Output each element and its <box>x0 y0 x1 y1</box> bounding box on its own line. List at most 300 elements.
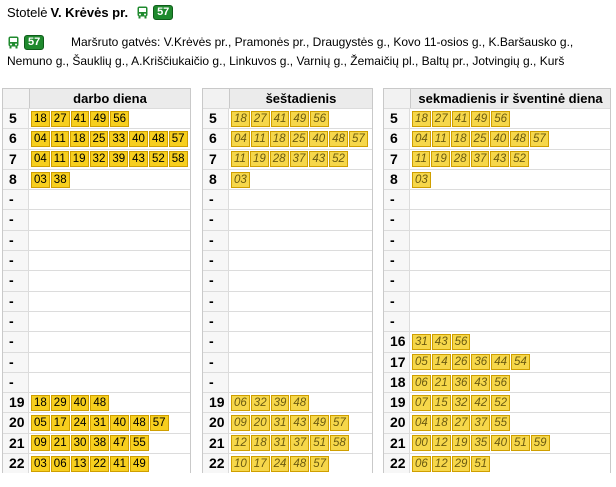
departure-minute[interactable]: 49 <box>471 111 490 127</box>
departure-minute[interactable]: 28 <box>270 151 289 167</box>
route-info <box>7 34 616 70</box>
departure-minute[interactable]: 18 <box>31 395 50 411</box>
departure-minute[interactable]: 51 <box>471 456 490 472</box>
departure-minute[interactable]: 05 <box>31 415 50 431</box>
timetable-row <box>384 291 610 311</box>
hour-header-cell <box>203 89 230 108</box>
timetable-row <box>203 209 372 229</box>
departure-minute[interactable]: 56 <box>491 111 510 127</box>
departure-minute[interactable]: 49 <box>130 456 149 472</box>
departure-minute[interactable]: 43 <box>129 151 148 167</box>
hour-cell: - <box>384 292 410 311</box>
departure-minute[interactable]: 37 <box>290 151 309 167</box>
timetable-row <box>203 108 372 128</box>
departure-minute[interactable]: 19 <box>431 151 450 167</box>
departure-minute[interactable]: 54 <box>511 354 530 370</box>
departure-minute[interactable]: 52 <box>510 151 529 167</box>
minutes-cell <box>29 454 150 473</box>
timetable-row <box>3 412 190 432</box>
minutes-cell <box>229 353 231 372</box>
departure-minute[interactable]: 31 <box>271 435 290 451</box>
departure-minute[interactable]: 12 <box>432 456 451 472</box>
departure-minute[interactable]: 12 <box>432 435 451 451</box>
departure-minute[interactable]: 19 <box>70 151 89 167</box>
departure-minute[interactable]: 37 <box>471 151 490 167</box>
departure-minute[interactable]: 40 <box>110 415 129 431</box>
departure-minute[interactable]: 48 <box>149 131 168 147</box>
departure-minute[interactable]: 44 <box>491 354 510 370</box>
departure-minute[interactable]: 58 <box>330 435 349 451</box>
departure-minute[interactable]: 43 <box>471 375 490 391</box>
departure-minute[interactable]: 25 <box>90 131 109 147</box>
departure-minute[interactable]: 11 <box>412 151 430 167</box>
hour-header-cell <box>384 89 411 108</box>
departure-minute[interactable]: 31 <box>412 334 431 350</box>
minutes-cell <box>410 251 412 270</box>
departure-minute[interactable]: 24 <box>71 415 90 431</box>
departure-minute[interactable]: 41 <box>110 456 129 472</box>
hour-cell: - <box>384 231 410 250</box>
departure-minute[interactable]: 28 <box>451 151 470 167</box>
departure-minute[interactable]: 11 <box>251 131 269 147</box>
hour-cell: 20 <box>384 413 410 432</box>
minutes-cell <box>410 109 511 128</box>
timetable-row <box>3 169 190 189</box>
minutes-cell <box>29 312 31 331</box>
departure-minute[interactable]: 13 <box>71 456 90 472</box>
minutes-cell <box>410 434 551 453</box>
minutes-cell <box>410 190 412 209</box>
departure-minute[interactable]: 52 <box>329 151 348 167</box>
timetable-row <box>3 372 190 392</box>
timetable-row <box>203 331 372 351</box>
departure-minute[interactable]: 38 <box>90 435 109 451</box>
departure-minute[interactable]: 55 <box>491 415 510 431</box>
minutes-cell <box>229 129 369 148</box>
hour-cell: - <box>203 353 229 372</box>
hour-cell: 7 <box>203 150 229 169</box>
departure-minute[interactable]: 56 <box>110 111 129 127</box>
departure-minute[interactable]: 40 <box>309 131 328 147</box>
minutes-cell <box>410 292 412 311</box>
departure-minute[interactable]: 27 <box>251 111 270 127</box>
hour-cell: - <box>3 292 29 311</box>
timetable-row <box>3 128 190 148</box>
departure-minute[interactable]: 18 <box>432 415 451 431</box>
departure-minute[interactable]: 11 <box>51 151 69 167</box>
column-title: šeštadienis <box>230 89 372 108</box>
timetable-row <box>203 372 372 392</box>
minutes-cell <box>29 210 31 229</box>
hour-cell: - <box>3 251 29 270</box>
departure-minute[interactable]: 21 <box>51 435 70 451</box>
departure-minute[interactable]: 30 <box>71 435 90 451</box>
departure-minute[interactable]: 32 <box>251 395 270 411</box>
timetable-row <box>384 169 610 189</box>
departure-minute[interactable]: 48 <box>290 456 309 472</box>
timetable-row <box>3 433 190 453</box>
departure-minute[interactable]: 31 <box>90 415 109 431</box>
hour-cell: - <box>3 353 29 372</box>
hour-cell: - <box>203 231 229 250</box>
hour-cell: 8 <box>203 170 229 189</box>
departure-minute[interactable]: 49 <box>310 415 329 431</box>
departure-minute[interactable]: 57 <box>349 131 368 147</box>
minutes-cell <box>410 332 471 351</box>
departure-minute[interactable]: 04 <box>412 131 431 147</box>
timetable-row <box>384 270 610 290</box>
departure-minute[interactable]: 48 <box>329 131 348 147</box>
timetable-row <box>3 392 190 412</box>
timetable-weekday <box>2 88 191 473</box>
minutes-cell <box>229 170 251 189</box>
minutes-cell <box>29 109 130 128</box>
departure-minute[interactable]: 14 <box>432 354 451 370</box>
departure-minute[interactable]: 09 <box>31 435 50 451</box>
column-header <box>383 88 611 108</box>
hour-cell: - <box>203 271 229 290</box>
timetable-row <box>203 169 372 189</box>
departure-minute[interactable]: 43 <box>290 415 309 431</box>
departure-minute[interactable]: 19 <box>250 151 269 167</box>
minutes-cell <box>29 332 31 351</box>
timetable-row <box>384 372 610 392</box>
hour-cell: - <box>3 312 29 331</box>
departure-minute[interactable]: 04 <box>31 151 50 167</box>
hour-cell: 6 <box>384 129 410 148</box>
hour-cell: - <box>203 251 229 270</box>
minutes-cell <box>229 373 231 392</box>
departure-minute[interactable]: 36 <box>471 354 490 370</box>
timetable-row <box>203 453 372 473</box>
departure-minute[interactable]: 32 <box>452 395 471 411</box>
timetable-saturday <box>202 88 373 473</box>
departure-minute[interactable]: 41 <box>452 111 471 127</box>
column-title: darbo diena <box>30 89 190 108</box>
timetable-rows <box>202 108 373 473</box>
hour-cell: 6 <box>203 129 229 148</box>
timetable-row <box>384 352 610 372</box>
departure-minute[interactable]: 17 <box>251 456 270 472</box>
minutes-cell <box>410 393 511 412</box>
departure-minute[interactable]: 18 <box>412 111 431 127</box>
departure-minute[interactable]: 11 <box>432 131 450 147</box>
stop-prefix-label: Stotelė <box>7 4 48 20</box>
departure-minute[interactable]: 09 <box>231 415 250 431</box>
departure-minute[interactable]: 48 <box>290 395 309 411</box>
hour-cell: 5 <box>3 109 29 128</box>
departure-minute[interactable]: 48 <box>90 395 109 411</box>
minutes-cell <box>410 129 550 148</box>
departure-minute[interactable]: 48 <box>510 131 529 147</box>
hour-cell: - <box>3 271 29 290</box>
timetable-rows <box>383 108 611 473</box>
minutes-cell <box>229 292 231 311</box>
timetable-row <box>3 270 190 290</box>
departure-minute[interactable]: 27 <box>51 111 70 127</box>
departure-minute[interactable]: 10 <box>231 456 250 472</box>
hour-cell: 20 <box>203 413 229 432</box>
timetable-row <box>384 209 610 229</box>
departure-minute[interactable]: 56 <box>491 375 510 391</box>
departure-minute[interactable]: 07 <box>412 395 431 411</box>
timetable-row <box>384 189 610 209</box>
hour-cell: 21 <box>384 434 410 453</box>
minutes-cell <box>229 312 231 331</box>
timetable-row <box>203 392 372 412</box>
hour-cell: 22 <box>3 454 29 473</box>
hour-cell: 22 <box>203 454 229 473</box>
minutes-cell <box>229 251 231 270</box>
minutes-cell <box>229 231 231 250</box>
departure-minute[interactable]: 39 <box>271 395 290 411</box>
hour-cell: - <box>384 190 410 209</box>
timetable-row <box>384 311 610 331</box>
timetable-row <box>3 189 190 209</box>
departure-minute[interactable]: 56 <box>310 111 329 127</box>
departure-minute[interactable]: 21 <box>432 375 451 391</box>
hour-cell: - <box>203 190 229 209</box>
hour-cell: - <box>203 332 229 351</box>
departure-minute[interactable]: 51 <box>310 435 329 451</box>
departure-minute[interactable]: 43 <box>309 151 328 167</box>
departure-minute[interactable]: 55 <box>130 435 149 451</box>
timetable-rows <box>2 108 191 473</box>
timetable-row <box>203 230 372 250</box>
departure-minute[interactable]: 57 <box>530 131 549 147</box>
minutes-cell <box>410 413 511 432</box>
hour-cell: - <box>3 332 29 351</box>
departure-minute[interactable]: 20 <box>251 415 270 431</box>
departure-minute[interactable]: 18 <box>231 111 250 127</box>
departure-minute[interactable]: 52 <box>149 151 168 167</box>
departure-minute[interactable]: 03 <box>412 172 431 188</box>
departure-minute[interactable]: 12 <box>231 435 250 451</box>
minutes-cell <box>29 129 189 148</box>
departure-minute[interactable]: 15 <box>432 395 451 411</box>
departure-minute[interactable]: 40 <box>491 435 510 451</box>
minutes-cell <box>229 109 330 128</box>
bus-icon <box>136 6 149 19</box>
minutes-cell <box>229 190 231 209</box>
hour-cell: - <box>203 292 229 311</box>
timetable-row <box>203 433 372 453</box>
departure-minute[interactable]: 49 <box>290 111 309 127</box>
hour-cell: 16 <box>384 332 410 351</box>
route-streets-line2: Nemuno g., Šauklių g., A.Kriščiukaičio g., Linkuvos g., Varnių g., Žemaičių pl., Baltų pr., Jotvingių g., Kurš <box>7 54 565 68</box>
departure-minute[interactable]: 38 <box>51 172 70 188</box>
timetable-row <box>3 108 190 128</box>
departure-minute[interactable]: 48 <box>130 415 149 431</box>
timetable-row <box>384 108 610 128</box>
minutes-cell <box>29 150 189 169</box>
departure-minute[interactable]: 47 <box>110 435 129 451</box>
departure-minute[interactable]: 18 <box>70 131 89 147</box>
hour-cell: - <box>384 271 410 290</box>
timetable-row <box>3 352 190 372</box>
departure-minute[interactable]: 40 <box>129 131 148 147</box>
hour-cell: - <box>384 210 410 229</box>
minutes-cell <box>29 373 31 392</box>
hour-cell: - <box>203 373 229 392</box>
timetable-row <box>3 291 190 311</box>
departure-minute[interactable]: 29 <box>452 456 471 472</box>
timetable-row <box>384 433 610 453</box>
departure-minute[interactable]: 32 <box>90 151 109 167</box>
hour-cell: - <box>384 251 410 270</box>
departure-minute[interactable]: 03 <box>231 172 250 188</box>
timetable-row <box>384 412 610 432</box>
departure-minute[interactable]: 41 <box>71 111 90 127</box>
departure-minute[interactable]: 06 <box>231 395 250 411</box>
departure-minute[interactable]: 06 <box>412 375 431 391</box>
departure-minute[interactable]: 24 <box>271 456 290 472</box>
departure-minute[interactable]: 35 <box>471 435 490 451</box>
hour-cell: 21 <box>3 434 29 453</box>
hour-cell: - <box>3 190 29 209</box>
minutes-cell <box>29 353 31 372</box>
hour-cell: - <box>3 373 29 392</box>
hour-cell: 8 <box>384 170 410 189</box>
column-header <box>2 88 191 108</box>
timetable-row <box>3 149 190 169</box>
timetable-row <box>384 128 610 148</box>
departure-minute[interactable]: 25 <box>290 131 309 147</box>
departure-minute[interactable]: 56 <box>452 334 471 350</box>
minutes-cell <box>29 170 71 189</box>
minutes-cell <box>229 413 350 432</box>
timetable-row <box>384 392 610 412</box>
departure-minute[interactable]: 37 <box>471 415 490 431</box>
departure-minute[interactable]: 40 <box>490 131 509 147</box>
route-streets-line1: Maršruto gatvės: V.Krėvės pr., Pramonės pr., Draugystės g., Kovo 11-osios g., K.Baršausko g., <box>71 35 574 49</box>
hour-cell: 7 <box>384 150 410 169</box>
hour-cell: - <box>203 210 229 229</box>
departure-minute[interactable]: 37 <box>290 435 309 451</box>
departure-minute[interactable]: 06 <box>51 456 70 472</box>
timetable-row <box>384 149 610 169</box>
departure-minute[interactable]: 29 <box>51 395 70 411</box>
departure-minute[interactable]: 17 <box>51 415 70 431</box>
departure-minute[interactable]: 06 <box>412 456 431 472</box>
hour-cell: - <box>3 231 29 250</box>
hour-header-cell <box>3 89 30 108</box>
departure-minute[interactable]: 59 <box>531 435 550 451</box>
departure-minute[interactable]: 51 <box>511 435 530 451</box>
departure-minute[interactable]: 25 <box>471 131 490 147</box>
departure-minute[interactable]: 18 <box>31 111 50 127</box>
route-badge[interactable]: 57 <box>24 35 44 50</box>
hour-cell: - <box>203 312 229 331</box>
timetable-row <box>203 270 372 290</box>
minutes-cell <box>410 170 432 189</box>
departure-minute[interactable]: 04 <box>412 415 431 431</box>
route-badge[interactable]: 57 <box>153 5 173 20</box>
departure-minute[interactable]: 52 <box>491 395 510 411</box>
column-header <box>202 88 373 108</box>
minutes-cell <box>410 210 412 229</box>
departure-minute[interactable]: 22 <box>90 456 109 472</box>
hour-cell: 6 <box>3 129 29 148</box>
minutes-cell <box>29 190 31 209</box>
departure-minute[interactable]: 43 <box>490 151 509 167</box>
departure-minute[interactable]: 57 <box>169 131 188 147</box>
hour-cell: 19 <box>203 393 229 412</box>
departure-minute[interactable]: 18 <box>451 131 470 147</box>
departure-minute[interactable]: 40 <box>71 395 90 411</box>
hour-cell: 20 <box>3 413 29 432</box>
hour-cell: - <box>384 312 410 331</box>
minutes-cell <box>410 373 511 392</box>
hour-cell: 17 <box>384 353 410 372</box>
departure-minute[interactable]: 57 <box>150 415 169 431</box>
hour-cell: 5 <box>203 109 229 128</box>
departure-minute[interactable]: 41 <box>271 111 290 127</box>
departure-minute[interactable]: 31 <box>271 415 290 431</box>
hour-cell: 19 <box>3 393 29 412</box>
departure-minute[interactable]: 57 <box>310 456 329 472</box>
timetable-row <box>384 250 610 270</box>
hour-cell: 8 <box>3 170 29 189</box>
bus-icon <box>7 36 20 49</box>
hour-cell: 7 <box>3 150 29 169</box>
departure-minute[interactable]: 42 <box>471 395 490 411</box>
departure-minute[interactable]: 18 <box>270 131 289 147</box>
departure-minute[interactable]: 26 <box>452 354 471 370</box>
departure-minute[interactable]: 27 <box>432 111 451 127</box>
timetable-row <box>203 250 372 270</box>
departure-minute[interactable]: 03 <box>31 172 50 188</box>
departure-minute[interactable]: 04 <box>231 131 250 147</box>
minutes-cell <box>229 271 231 290</box>
departure-minute[interactable]: 03 <box>31 456 50 472</box>
departure-minute[interactable]: 43 <box>432 334 451 350</box>
departure-minute[interactable]: 36 <box>452 375 471 391</box>
departure-minute[interactable]: 57 <box>330 415 349 431</box>
departure-minute[interactable]: 33 <box>109 131 128 147</box>
minutes-cell <box>410 353 531 372</box>
stop-name: V. Krėvės pr. <box>50 4 129 20</box>
stop-header <box>7 3 173 21</box>
hour-cell: 5 <box>384 109 410 128</box>
minutes-cell <box>410 231 412 250</box>
departure-minute[interactable]: 58 <box>169 151 188 167</box>
departure-minute[interactable]: 27 <box>452 415 471 431</box>
minutes-cell <box>410 150 530 169</box>
timetable-row <box>3 331 190 351</box>
timetable-row <box>203 189 372 209</box>
departure-minute[interactable]: 19 <box>452 435 471 451</box>
minutes-cell <box>410 454 491 473</box>
departure-minute[interactable]: 49 <box>90 111 109 127</box>
departure-minute[interactable]: 11 <box>231 151 249 167</box>
timetable-row <box>203 311 372 331</box>
timetable-row <box>3 453 190 473</box>
minutes-cell <box>29 251 31 270</box>
minutes-cell <box>229 393 310 412</box>
minutes-cell <box>410 312 412 331</box>
departure-minute[interactable]: 05 <box>412 354 431 370</box>
departure-minute[interactable]: 11 <box>51 131 69 147</box>
minutes-cell <box>229 332 231 351</box>
hour-cell: 22 <box>384 454 410 473</box>
departure-minute[interactable]: 00 <box>412 435 431 451</box>
departure-minute[interactable]: 18 <box>251 435 270 451</box>
departure-minute[interactable]: 39 <box>109 151 128 167</box>
departure-minute[interactable]: 04 <box>31 131 50 147</box>
timetable-row <box>384 453 610 473</box>
timetable-sunday-holiday <box>383 88 611 473</box>
